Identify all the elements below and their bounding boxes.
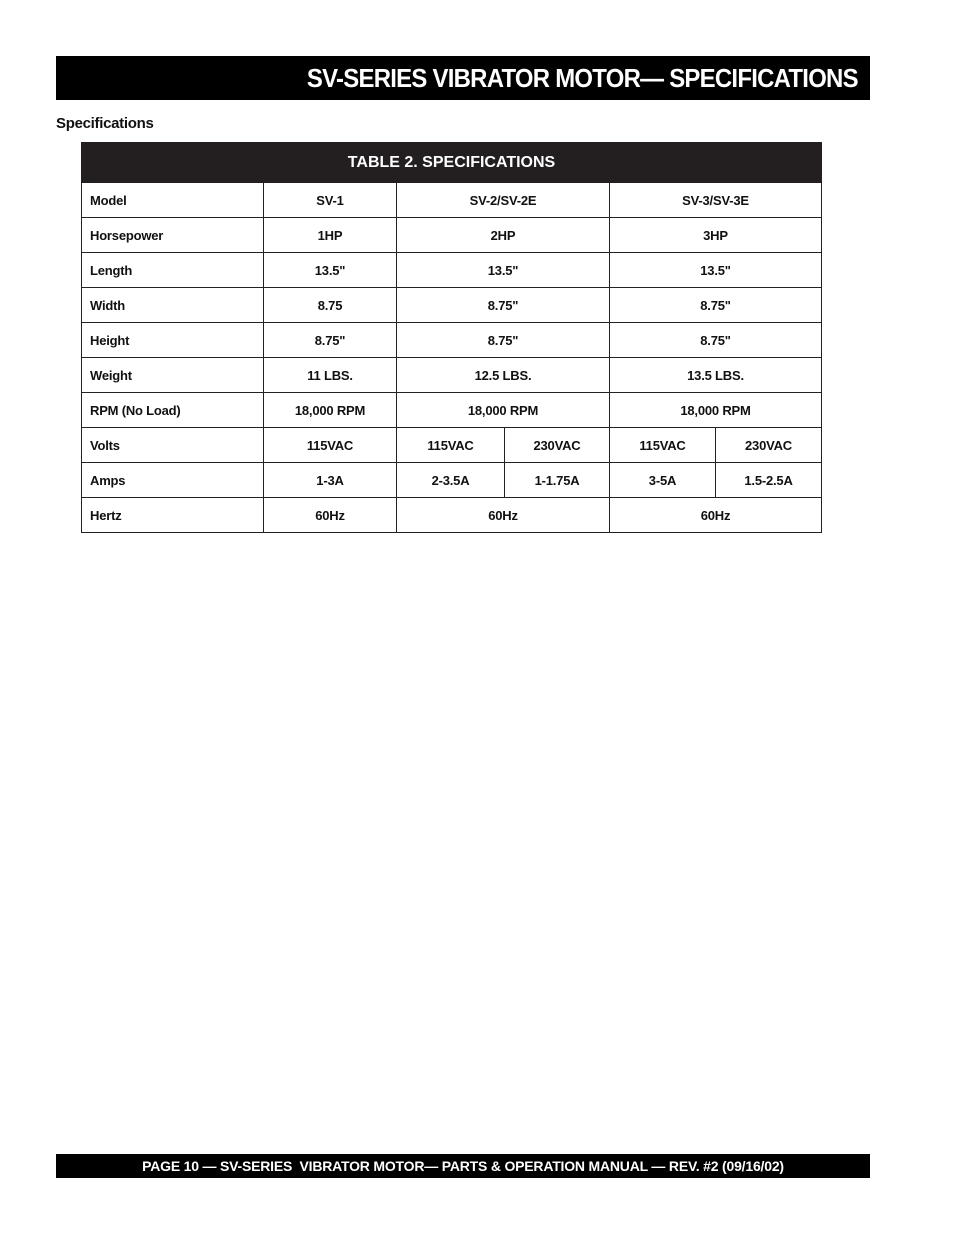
table-row-rpm [82, 393, 822, 428]
cell-volts-sv2-115: 115VAC [397, 428, 505, 463]
cell-amps-sv2-115: 2-3.5A [397, 463, 505, 498]
cell-volts-sv3-115: 115VAC [610, 428, 716, 463]
table-row-model [82, 183, 822, 218]
row-label-rpm: RPM (No Load) [82, 393, 264, 428]
row-label-width: Width [82, 288, 264, 323]
table-caption: TABLE 2. SPECIFICATIONS [82, 143, 822, 183]
cell-volts-sv3-230: 230VAC [716, 428, 822, 463]
cell-amps-sv3-115: 3-5A [610, 463, 716, 498]
table-row-width [82, 288, 822, 323]
cell-volts-sv1: 115VAC [264, 428, 397, 463]
cell-weight-sv1: 11 LBS. [264, 358, 397, 393]
cell-width-sv2: 8.75" [397, 288, 610, 323]
cell-width-sv3: 8.75" [610, 288, 822, 323]
table-row-length [82, 253, 822, 288]
page-title-bar [56, 56, 870, 100]
specifications-table [81, 142, 822, 533]
cell-length-sv2: 13.5" [397, 253, 610, 288]
table-caption-row [82, 143, 822, 183]
table-row-amps [82, 463, 822, 498]
row-label-length: Length [82, 253, 264, 288]
table-row-height [82, 323, 822, 358]
cell-length-sv1: 13.5" [264, 253, 397, 288]
cell-height-sv2: 8.75" [397, 323, 610, 358]
row-label-model: Model [82, 183, 264, 218]
cell-horsepower-sv3: 3HP [610, 218, 822, 253]
cell-height-sv3: 8.75" [610, 323, 822, 358]
table-row-hertz [82, 498, 822, 533]
cell-weight-sv2: 12.5 LBS. [397, 358, 610, 393]
cell-volts-sv2-230: 230VAC [505, 428, 610, 463]
cell-weight-sv3: 13.5 LBS. [610, 358, 822, 393]
section-heading: Specifications [56, 115, 154, 132]
page-footer: PAGE 10 — SV-SERIES VIBRATOR MOTOR— PARTS & OPERATION MANUAL — REV. #2 (09/16/02) [142, 1158, 784, 1174]
row-label-hertz: Hertz [82, 498, 264, 533]
cell-rpm-sv2: 18,000 RPM [397, 393, 610, 428]
cell-length-sv3: 13.5" [610, 253, 822, 288]
cell-amps-sv1: 1-3A [264, 463, 397, 498]
cell-model-sv3: SV-3/SV-3E [610, 183, 822, 218]
row-label-height: Height [82, 323, 264, 358]
cell-model-sv1: SV-1 [264, 183, 397, 218]
cell-rpm-sv1: 18,000 RPM [264, 393, 397, 428]
table-row-horsepower [82, 218, 822, 253]
cell-amps-sv2-230: 1-1.75A [505, 463, 610, 498]
cell-height-sv1: 8.75" [264, 323, 397, 358]
row-label-volts: Volts [82, 428, 264, 463]
cell-hertz-sv2: 60Hz [397, 498, 610, 533]
cell-hertz-sv3: 60Hz [610, 498, 822, 533]
cell-horsepower-sv2: 2HP [397, 218, 610, 253]
page-title: SV-SERIES VIBRATOR MOTOR— SPECIFICATIONS [307, 62, 858, 93]
table-row-volts [82, 428, 822, 463]
page-footer-bar [56, 1154, 870, 1178]
table-row-weight [82, 358, 822, 393]
row-label-horsepower: Horsepower [82, 218, 264, 253]
cell-rpm-sv3: 18,000 RPM [610, 393, 822, 428]
cell-width-sv1: 8.75 [264, 288, 397, 323]
cell-hertz-sv1: 60Hz [264, 498, 397, 533]
row-label-amps: Amps [82, 463, 264, 498]
cell-model-sv2: SV-2/SV-2E [397, 183, 610, 218]
row-label-weight: Weight [82, 358, 264, 393]
cell-amps-sv3-230: 1.5-2.5A [716, 463, 822, 498]
cell-horsepower-sv1: 1HP [264, 218, 397, 253]
